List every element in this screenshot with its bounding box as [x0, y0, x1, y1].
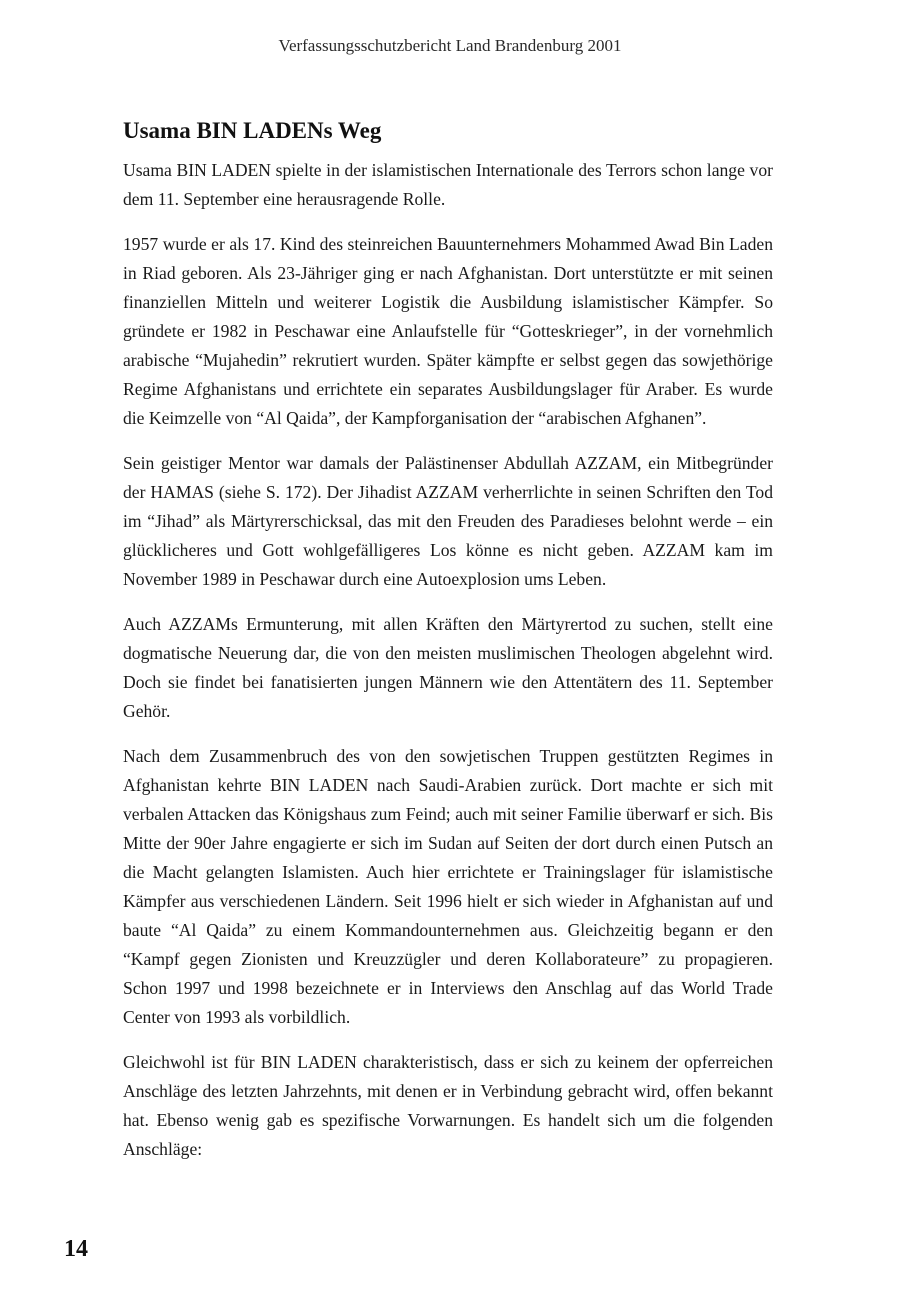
- page-number: 14: [64, 1236, 88, 1262]
- paragraph-return-saudi-arabia: Nach dem Zusammenbruch des von den sowjetischen Truppen gestützten Regimes in Afghanistan kehrte BIN LADEN nach Saudi-Arabien zurück. Dort machte er sich mit verbalen Attacken das Königshaus zum Feind; auch mit seiner Familie überwarf er sich. Bis Mitte der 90er Jahre engagierte er sich im Sudan auf Seiten der dort durch einen Putsch an die Macht gelangten Islamisten. Auch hier errichtete er Trainingslager für islamistische Kämpfer aus verschiedenen Ländern. Seit 1996 hielt er sich wieder in Afghanistan auf und baute “Al Qaida” zu einem Kommandounternehmen aus. Gleichzeitig begann er den “Kampf gegen Zionisten und Kreuzzügler und deren Kollaborateure” zu propagieren. Schon 1997 und 1998 bezeichnete er in Interviews den Anschlag auf das World Trade Center von 1993 als vorbildlich.: [123, 746, 773, 1027]
- paragraph-mentor-azzam: Sein geistiger Mentor war damals der Palästinenser Abdullah AZZAM, ein Mitbegründer der HAMAS (siehe S. 172). Der Jihadist AZZAM verherrlichte in seinen Schriften den Tod im “Jihad” als Märtyrerschicksal, das mit den Freuden des Paradieses belohnt werde – ein glücklicheres und Gott wohlgefälligeres Los könne es nicht geben. AZZAM kam im November 1989 in Peschawar durch eine Autoexplosion ums Leben.: [123, 453, 773, 589]
- paragraph-intro: Usama BIN LADEN spielte in der islamistischen Internationale des Terrors schon lange vor dem 11. September eine herausragende Rolle.: [123, 160, 773, 209]
- document-body: [123, 118, 773, 1180]
- paragraph-biography: 1957 wurde er als 17. Kind des steinreichen Bauunternehmers Mohammed Awad Bin Laden in Riad geboren. Als 23-Jähriger ging er nach Afghanistan. Dort unterstützte er mit seinen finanziellen Mitteln und weiterer Logistik die Ausbildung islamistischer Kämpfer. So gründete er 1982 in Peschawar eine Anlaufstelle für “Gotteskrieger”, in der vornehmlich arabische “Mujahedin” rekrutiert wurden. Später kämpfte er selbst gegen das sowjethörige Regime Afghanistans und errichtete ein separates Ausbildungslager für Araber. Es wurde die Keimzelle von “Al Qaida”, der Kampforganisation der “arabischen Afghanen”.: [123, 234, 773, 428]
- paragraph-attacks-intro: Gleichwohl ist für BIN LADEN charakteristisch, dass er sich zu keinem der opferreichen Anschläge des letzten Jahrzehnts, mit denen er in Verbindung gebracht wird, offen bekannt hat. Ebenso wenig gab es spezifische Vorwarnungen. Es handelt sich um die folgenden Anschläge:: [123, 1052, 773, 1159]
- paragraph-martyrdom: Auch AZZAMs Ermunterung, mit allen Kräften den Märtyrertod zu suchen, stellt eine dogmatische Neuerung dar, die von den meisten muslimischen Theologen abgelehnt wird. Doch sie findet bei fanatisierten jungen Männern wie den Attentätern des 11. September Gehör.: [123, 614, 773, 721]
- section-title: Usama BIN LADENs Weg: [123, 118, 382, 143]
- running-header: Verfassungsschutzbericht Land Brandenburg 2001: [278, 36, 622, 55]
